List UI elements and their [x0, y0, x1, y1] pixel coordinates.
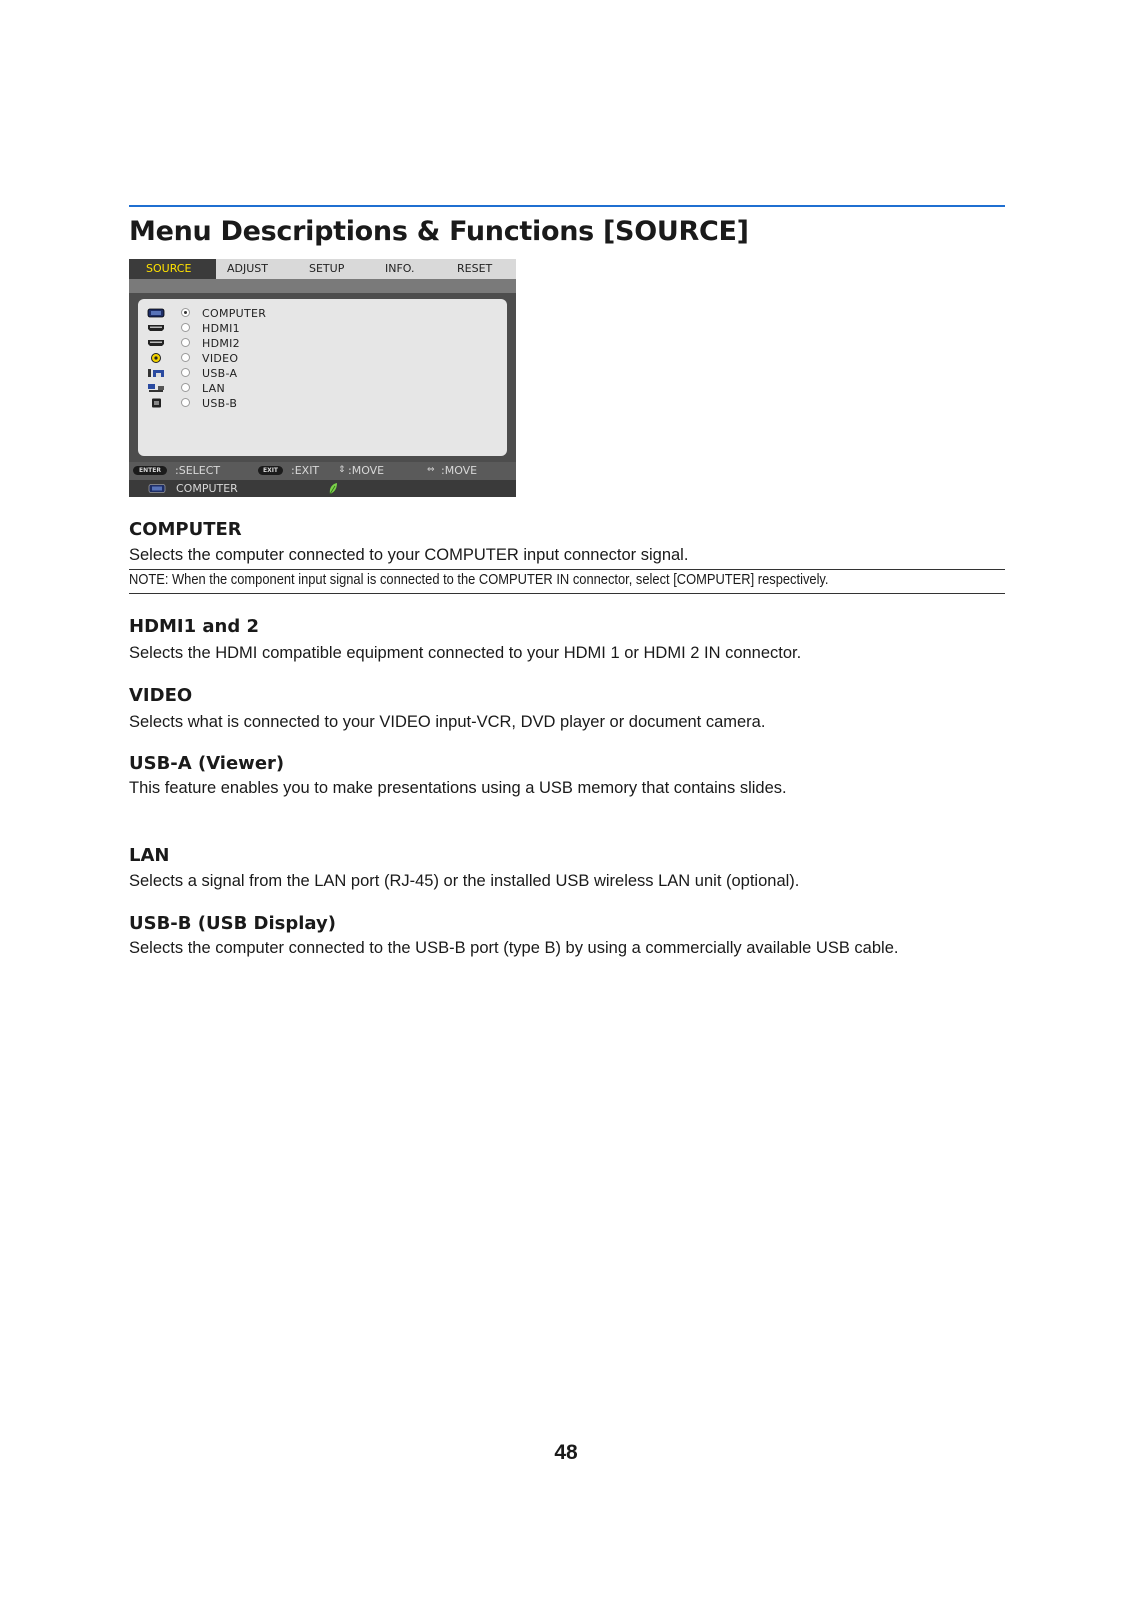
- tab-source[interactable]: SOURCE: [146, 262, 192, 275]
- source-label: VIDEO: [202, 352, 239, 365]
- move-horizontal-hint: :MOVE: [441, 464, 478, 477]
- usb-a-icon: [147, 368, 165, 378]
- section-body-hdmi: Selects the HDMI compatible equipment connected to your HDMI 1 or HDMI 2 IN connector.: [129, 644, 802, 662]
- note-rule-top: [129, 569, 1005, 570]
- source-label: HDMI1: [202, 322, 240, 335]
- computer-port-icon: [147, 308, 165, 318]
- radio-button[interactable]: [181, 323, 190, 332]
- select-hint: :SELECT: [175, 464, 221, 477]
- source-item-lan[interactable]: [138, 381, 507, 396]
- source-item-video[interactable]: [138, 351, 507, 366]
- section-body-lan: Selects a signal from the LAN port (RJ-45) or the installed USB wireless LAN unit (optional).: [129, 872, 800, 890]
- exit-key-icon: EXIT: [258, 466, 283, 475]
- lan-icon: [147, 383, 165, 393]
- section-heading-lan: LAN: [129, 845, 170, 866]
- hdmi-port-icon: [147, 323, 165, 333]
- left-right-arrow-icon: ⇔: [427, 465, 435, 475]
- radio-button[interactable]: [181, 353, 190, 362]
- source-label: COMPUTER: [202, 307, 267, 320]
- tab-info[interactable]: INFO.: [385, 262, 415, 275]
- tab-adjust[interactable]: ADJUST: [227, 262, 268, 275]
- menu-subheader: [129, 279, 516, 293]
- menu-footer-hints: [129, 462, 516, 480]
- note-computer: NOTE: When the component input signal is connected to the COMPUTER IN connector, select [COMPUTER] respectively.: [129, 571, 829, 588]
- source-label: HDMI2: [202, 337, 240, 350]
- radio-selected[interactable]: [181, 308, 190, 317]
- current-source-status: COMPUTER: [176, 482, 238, 495]
- radio-button[interactable]: [181, 383, 190, 392]
- radio-button[interactable]: [181, 398, 190, 407]
- page-number: 48: [554, 1441, 578, 1464]
- source-list: [138, 299, 507, 456]
- section-heading-usb-b: USB-B (USB Display): [129, 913, 336, 934]
- tab-reset[interactable]: RESET: [457, 262, 493, 275]
- header-rule: [129, 205, 1005, 207]
- section-heading-hdmi: HDMI1 and 2: [129, 616, 260, 637]
- section-body-computer: Selects the computer connected to your COMPUTER input connector signal.: [129, 546, 689, 564]
- source-label: USB-B: [202, 397, 238, 410]
- section-body-usb-a: This feature enables you to make presentations using a USB memory that contains slides.: [129, 779, 787, 797]
- section-body-usb-b: Selects the computer connected to the USB-B port (type B) by using a commercially available USB cable.: [129, 939, 899, 957]
- menu-status-bar: [129, 480, 516, 497]
- computer-port-icon: [148, 484, 166, 493]
- eco-leaf-icon: [328, 482, 338, 495]
- source-item-hdmi2[interactable]: [138, 336, 507, 351]
- section-heading-computer: COMPUTER: [129, 519, 242, 540]
- radio-button[interactable]: [181, 368, 190, 377]
- exit-hint: :EXIT: [291, 464, 320, 477]
- source-label: LAN: [202, 382, 226, 395]
- section-body-video: Selects what is connected to your VIDEO input-VCR, DVD player or document camera.: [129, 713, 766, 731]
- tab-setup[interactable]: SETUP: [309, 262, 345, 275]
- usb-b-icon: [147, 398, 165, 408]
- menu-tab-bar: [129, 259, 516, 279]
- section-heading-usb-a: USB-A (Viewer): [129, 753, 285, 774]
- move-vertical-hint: :MOVE: [348, 464, 385, 477]
- source-item-hdmi1[interactable]: [138, 321, 507, 336]
- up-down-arrow-icon: ⇕: [338, 465, 346, 475]
- hdmi-port-icon: [147, 338, 165, 348]
- source-item-computer[interactable]: [138, 306, 507, 321]
- radio-button[interactable]: [181, 338, 190, 347]
- video-port-icon: [147, 353, 165, 363]
- section-heading-video: VIDEO: [129, 685, 193, 706]
- page-title: Menu Descriptions & Functions [SOURCE]: [129, 216, 749, 247]
- note-rule-bottom: [129, 593, 1005, 594]
- source-item-usb-a[interactable]: [138, 366, 507, 381]
- source-item-usb-b[interactable]: [138, 396, 507, 411]
- enter-key-icon: ENTER: [133, 466, 167, 475]
- source-menu-screenshot: [129, 259, 516, 497]
- source-label: USB-A: [202, 367, 238, 380]
